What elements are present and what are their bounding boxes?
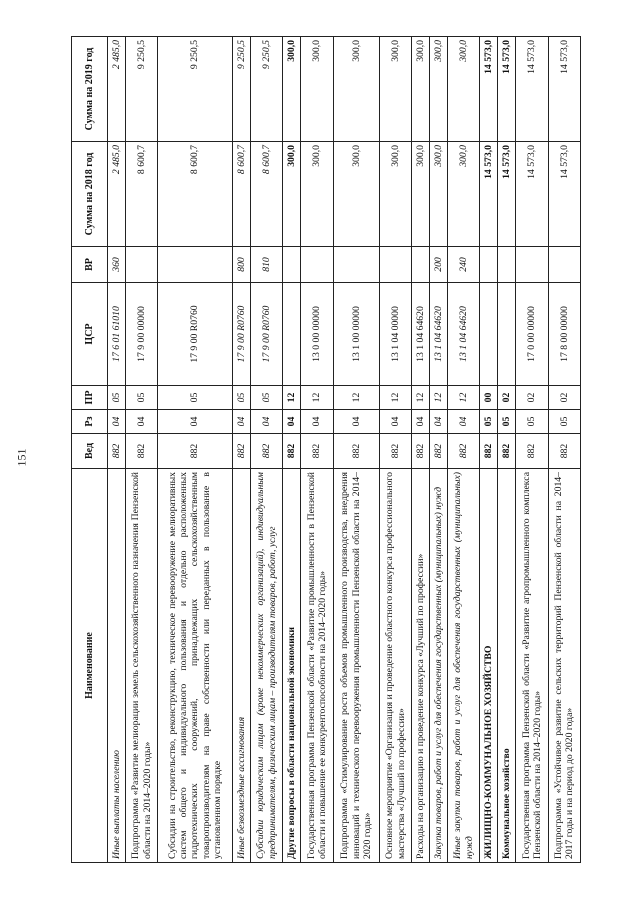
cell-rz: 04 [301,410,333,434]
table-row [108,37,126,863]
cell-csr: 13 1 04 64620 [412,283,430,386]
cell-pr: 05 [108,386,126,410]
cell-name: Государственная программа Пензенской области «Развитие агропромышленного комплекса Пензенской области на 2014–2020 годы» [516,469,548,863]
cell-vr: 360 [108,247,126,283]
cell-csr: 13 1 04 64620 [448,283,480,386]
cell-ved: 882 [108,434,126,469]
cell-ved: 882 [233,434,251,469]
cell-sum-2018: 8 600,7 [233,142,251,247]
cell-sum-2018: 14 573,0 [548,142,580,247]
cell-rz: 04 [430,410,448,434]
cell-pr: 02 [548,386,580,410]
cell-vr [498,247,516,283]
cell-rz: 04 [380,410,412,434]
cell-ved: 882 [125,434,157,469]
cell-csr: 17 9 00 R0760 [251,283,283,386]
cell-sum-2019: 14 573,0 [548,37,580,142]
cell-pr: 12 [301,386,333,410]
table-row [498,37,516,863]
cell-vr [333,247,379,283]
cell-vr [301,247,333,283]
table-row [480,37,498,863]
cell-rz: 04 [233,410,251,434]
cell-ved: 882 [498,434,516,469]
cell-sum-2019: 14 573,0 [498,37,516,142]
table-row [251,37,283,863]
cell-sum-2018: 300,0 [448,142,480,247]
cell-sum-2019: 300,0 [301,37,333,142]
cell-pr: 12 [448,386,480,410]
cell-csr: 17 6 01 61010 [108,283,126,386]
cell-sum-2019: 2 485,0 [108,37,126,142]
cell-ved: 882 [516,434,548,469]
cell-pr: 12 [333,386,379,410]
table-row [448,37,480,863]
cell-ved: 882 [412,434,430,469]
cell-rz: 04 [125,410,157,434]
cell-sum-2018: 300,0 [430,142,448,247]
header-row [72,37,108,863]
cell-sum-2018: 300,0 [283,142,301,247]
cell-vr [283,247,301,283]
cell-name: Подпрограмма «Развитие мелиорации земель сельскохозяйственного назначения Пензенской области на 2014–2020 годы» [125,469,157,863]
header-sum-2019: Сумма на 2019 год [72,37,108,142]
cell-pr: 00 [480,386,498,410]
cell-csr: 13 0 00 00000 [301,283,333,386]
cell-vr [516,247,548,283]
cell-pr: 05 [233,386,251,410]
table-row [430,37,448,863]
cell-sum-2019: 300,0 [380,37,412,142]
cell-sum-2019: 9 250,5 [251,37,283,142]
budget-table [71,36,581,863]
page-number: 151 [14,448,29,467]
cell-name: Субсидии на строительство, реконструкцию, техническое перевооружение мелиоративных систем общего и индивидуального пользования и отдельно расположенных гидротехнических сооружений, принадлежащих сельскохозяйственным товаропроизводителям на праве собственности или переданных в пользование в установленном порядке [158,469,233,863]
cell-name: Иные закупки товаров, работ и услуг для обеспечения государственных (муниципальных) нужд [448,469,480,863]
cell-sum-2019: 9 250,5 [233,37,251,142]
cell-sum-2018: 8 600,7 [125,142,157,247]
cell-vr: 800 [233,247,251,283]
cell-rz: 05 [516,410,548,434]
cell-sum-2019: 300,0 [430,37,448,142]
table-row [333,37,379,863]
cell-vr [480,247,498,283]
table-row [125,37,157,863]
cell-rz: 04 [333,410,379,434]
cell-name: Субсидии юридическим лицам (кроме некоммерческих организаций), индивидуальным предпринимателям, физическим лицам – производителям товаров, работ, услуг [251,469,283,863]
cell-name: Другие вопросы в области национальной экономики [283,469,301,863]
cell-csr: 13 1 04 64620 [430,283,448,386]
header-ved: Вед [72,434,108,469]
cell-pr: 05 [251,386,283,410]
cell-csr: 17 9 00 R0760 [158,283,233,386]
cell-sum-2018: 300,0 [301,142,333,247]
cell-name: Подпрограмма «Устойчивое развитие сельских территорий Пензенской области на 2014–2017 годы и на период до 2020 года» [548,469,580,863]
cell-ved: 882 [380,434,412,469]
cell-csr [283,283,301,386]
cell-csr: 13 1 04 00000 [380,283,412,386]
cell-ved: 882 [448,434,480,469]
cell-vr: 810 [251,247,283,283]
cell-sum-2018: 14 573,0 [498,142,516,247]
cell-sum-2018: 8 600,7 [251,142,283,247]
cell-ved: 882 [430,434,448,469]
cell-rz: 05 [498,410,516,434]
cell-sum-2018: 8 600,7 [158,142,233,247]
cell-rz: 04 [108,410,126,434]
cell-rz: 05 [480,410,498,434]
cell-vr [380,247,412,283]
cell-pr: 12 [412,386,430,410]
cell-csr: 13 1 00 00000 [333,283,379,386]
table-row [548,37,580,863]
cell-vr: 200 [430,247,448,283]
table-row [516,37,548,863]
cell-rz: 04 [283,410,301,434]
cell-sum-2019: 300,0 [448,37,480,142]
cell-vr [412,247,430,283]
cell-sum-2018: 14 573,0 [516,142,548,247]
header-sum-2018: Сумма на 2018 год [72,142,108,247]
cell-sum-2019: 300,0 [283,37,301,142]
header-csr: ЦСР [72,283,108,386]
table-row [380,37,412,863]
cell-vr: 240 [448,247,480,283]
cell-name: Коммунальное хозяйство [498,469,516,863]
table-row [412,37,430,863]
cell-rz: 04 [412,410,430,434]
cell-name: Расходы на организацию и проведение конкурса «Лучший по профессии» [412,469,430,863]
cell-pr: 12 [430,386,448,410]
cell-name: Государственная программа Пензенской области «Развитие промышленности в Пензенской области и повышение ее конкурентоспособности на 2014–2020 годы» [301,469,333,863]
cell-rz: 04 [448,410,480,434]
cell-sum-2019: 300,0 [412,37,430,142]
cell-name: Иные безвозмездные ассигнования [233,469,251,863]
cell-rz: 04 [251,410,283,434]
cell-ved: 882 [480,434,498,469]
cell-csr: 17 9 00 00000 [125,283,157,386]
cell-vr [125,247,157,283]
cell-sum-2019: 9 250,5 [125,37,157,142]
cell-sum-2018: 2 485,0 [108,142,126,247]
cell-ved: 882 [548,434,580,469]
table-row [301,37,333,863]
cell-pr: 12 [380,386,412,410]
cell-name: Иные выплаты населению [108,469,126,863]
cell-csr: 17 8 00 00000 [548,283,580,386]
cell-rz: 04 [158,410,233,434]
cell-ved: 882 [283,434,301,469]
cell-pr: 02 [516,386,548,410]
cell-rz: 05 [548,410,580,434]
table-row [283,37,301,863]
cell-sum-2019: 14 573,0 [516,37,548,142]
cell-vr [158,247,233,283]
header-name: Наименование [72,469,108,863]
cell-sum-2018: 300,0 [333,142,379,247]
cell-csr [480,283,498,386]
table-row [158,37,233,863]
cell-ved: 882 [301,434,333,469]
table-row [233,37,251,863]
cell-vr [548,247,580,283]
cell-name: Закупка товаров, работ и услуг для обеспечения государственных (муниципальных) нужд [430,469,448,863]
header-vr: ВР [72,247,108,283]
cell-name: ЖИЛИЩНО-КОММУНАЛЬНОЕ ХОЗЯЙСТВО [480,469,498,863]
cell-ved: 882 [333,434,379,469]
cell-pr: 05 [158,386,233,410]
cell-csr: 17 0 00 00000 [516,283,548,386]
cell-csr [498,283,516,386]
header-rz: Рз [72,410,108,434]
cell-sum-2018: 300,0 [412,142,430,247]
cell-pr: 05 [125,386,157,410]
rotated-page [71,37,581,863]
cell-ved: 882 [158,434,233,469]
header-pr: ПР [72,386,108,410]
cell-csr: 17 9 00 R0760 [233,283,251,386]
cell-sum-2019: 14 573,0 [480,37,498,142]
cell-sum-2018: 14 573,0 [480,142,498,247]
cell-pr: 12 [283,386,301,410]
cell-sum-2018: 300,0 [380,142,412,247]
cell-name: Подпрограмма «Стимулирование роста объемов промышленного производства, внедрения инноваций и технического перевооружения промышленности Пензенской области на 2014–2020 годы» [333,469,379,863]
cell-name: Основное мероприятие «Организация и проведение областного конкурса профессионального мастерства «Лучший по профессии» [380,469,412,863]
cell-ved: 882 [251,434,283,469]
cell-sum-2019: 300,0 [333,37,379,142]
cell-pr: 02 [498,386,516,410]
cell-sum-2019: 9 250,5 [158,37,233,142]
